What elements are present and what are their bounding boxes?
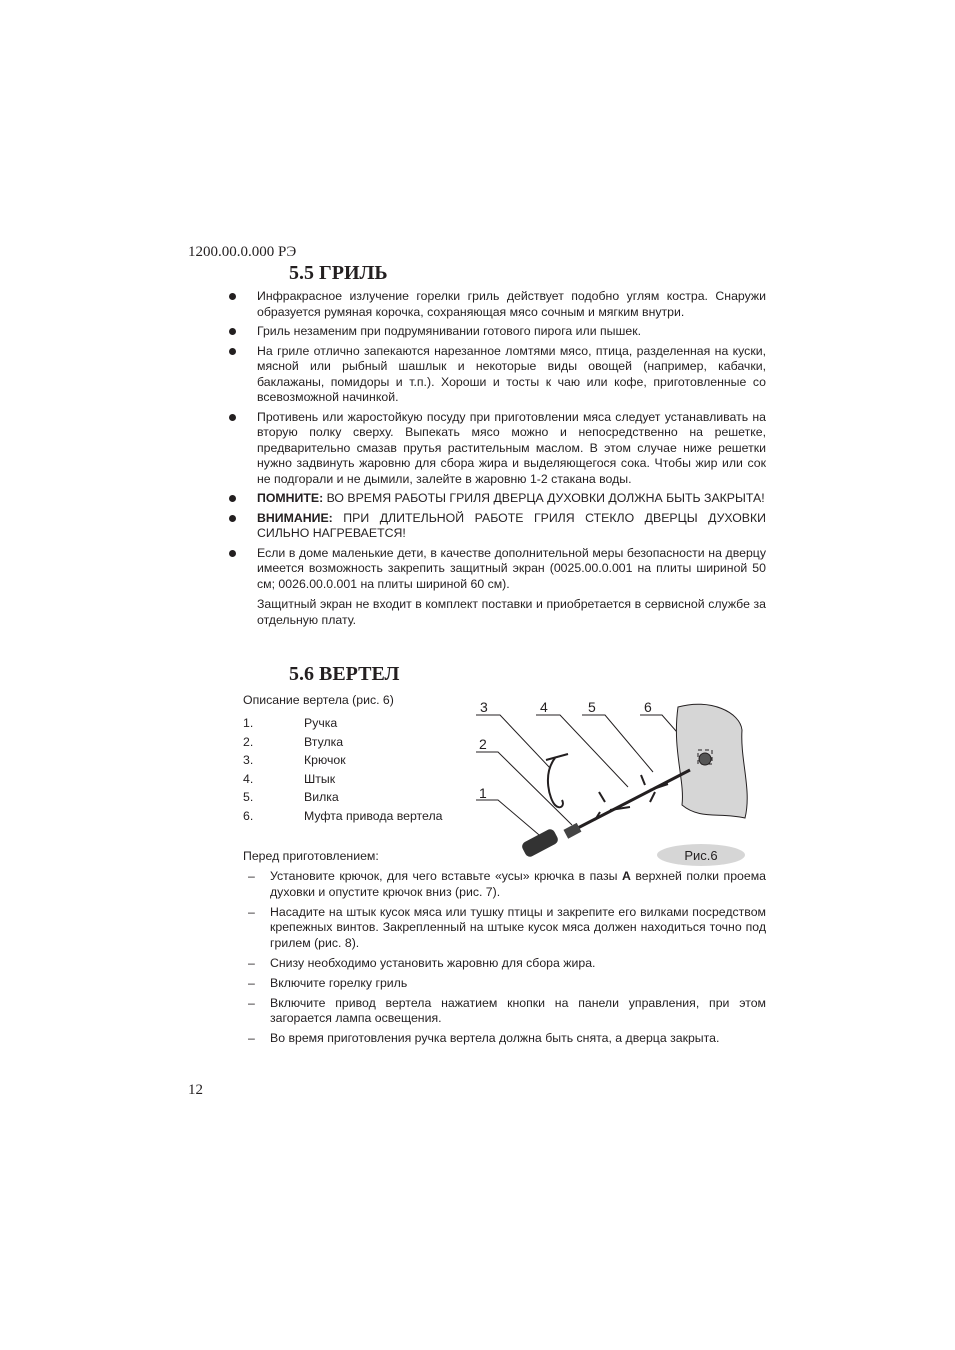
bullet-icon bbox=[229, 328, 236, 335]
list-item: – Включите привод вертела нажатием кнопки на панели управления, при этом загорается лампа освещения. bbox=[248, 995, 766, 1025]
section-title-spit: 5.6 ВЕРТЕЛ bbox=[289, 663, 400, 685]
figure-label: 5 bbox=[588, 699, 596, 715]
warning-item: ВНИМАНИЕ: ПРИ ДЛИТЕЛЬНОЙ РАБОТЕ ГРИЛЯ СТЕКЛО ДВЕРЦЫ ДУХОВКИ СИЛЬНО НАГРЕВАЕТСЯ! bbox=[229, 511, 766, 542]
list-item: – Насадите на штык кусок мяса или тушку птицы и закрепите его вилками посредством крепежных винтов. Закрепленный на штыке кусок мяса должен находиться точно под грилем (рис. 8). bbox=[248, 904, 766, 950]
list-item: Гриль незаменим при подрумянивании готового пирога или пышек. bbox=[229, 324, 766, 340]
warning-item: ПОМНИТЕ: ВО ВРЕМЯ РАБОТЫ ГРИЛЯ ДВЕРЦА ДУХОВКИ ДОЛЖНА БЫТЬ ЗАКРЫТА! bbox=[229, 491, 766, 507]
grill-bullet-list bbox=[229, 289, 766, 632]
oven-wall-shape bbox=[676, 704, 747, 818]
list-item: 2. Втулка bbox=[243, 734, 344, 749]
steps-list bbox=[243, 869, 766, 1051]
hook-shape bbox=[546, 754, 568, 807]
bullet-icon bbox=[229, 495, 236, 502]
parts-list bbox=[243, 716, 443, 828]
spit-description: Описание вертела (рис. 6) bbox=[243, 693, 394, 707]
handle-shape bbox=[520, 827, 559, 858]
bullet-icon bbox=[229, 293, 236, 300]
bullet-icon bbox=[229, 348, 236, 355]
list-item: Противень или жаростойкую посуду при приготовлении мяса следует устанавливать на вторую полку сверху. Выпекать мясо можно и непосредственно на решетке, предварительно смазав прутья растительным маслом. В этом случае ниже решетки нужно задвинуть жаровню для сбора жира и выделяющегося сока. Чтобы жир или сок не подгорали и не дымили, залейте в жаровню 1-2 стакана воды. bbox=[229, 410, 766, 488]
section-title-grill: 5.5 ГРИЛЬ bbox=[289, 262, 388, 284]
list-item: – Во время приготовления ручка вертела должна быть снята, а дверца закрыта. bbox=[248, 1031, 720, 1045]
note-paragraph: Защитный экран не входит в комплект поставки и приобретается в сервисной службе за отдельную плату. bbox=[257, 597, 766, 627]
skewer-shape bbox=[570, 770, 690, 832]
list-item: 5. Вилка bbox=[243, 790, 339, 805]
list-item: Если в доме маленькие дети, в качестве дополнительной меры безопасности на дверцу имеется возможность закрепить защитный экран (0025.00.0.001 на плиты шириной 50 см; 0026.00.0.001 на плиты шириной 60 см). bbox=[229, 546, 766, 593]
spit-figure bbox=[460, 690, 760, 870]
document-number: 1200.00.0.000 РЭ bbox=[188, 244, 297, 260]
bullet-icon bbox=[229, 515, 236, 522]
coupling-shape bbox=[699, 753, 711, 765]
before-cooking-label: Перед приготовлением: bbox=[243, 849, 379, 863]
figure-label: 6 bbox=[644, 699, 652, 715]
list-item: – Снизу необходимо установить жаровню для сбора жира. bbox=[248, 955, 596, 970]
list-item: 4. Штык bbox=[243, 771, 336, 786]
page-number: 12 bbox=[188, 1082, 203, 1098]
figure-caption: Рис.6 bbox=[684, 848, 718, 863]
list-item: 6. Муфта привода вертела bbox=[243, 808, 443, 823]
list-item: Инфракрасное излучение горелки гриль действует подобно углям костра. Снаружи образуется румяная корочка, сохраняющая мясо сочным и мягким внутри. bbox=[229, 289, 766, 320]
bullet-icon bbox=[229, 414, 236, 421]
list-item: – Включите горелку гриль bbox=[248, 975, 408, 990]
list-item: – Установите крючок, для чего вставьте «усы» крючка в пазы А верхней полки проема духовки и опустите крючок вниз (рис. 7). bbox=[248, 869, 766, 899]
figure-label: 2 bbox=[479, 736, 487, 752]
figure-label: 1 bbox=[479, 785, 487, 801]
figure-label: 4 bbox=[540, 699, 548, 715]
bullet-icon bbox=[229, 550, 236, 557]
list-item: 3. Крючок bbox=[243, 753, 346, 768]
list-item: 1. Ручка bbox=[243, 716, 338, 730]
figure-label: 3 bbox=[480, 699, 488, 715]
list-item: На гриле отлично запекаются нарезанное ломтями мясо, птица, разделенная на куски, мясной или рыбный шашлык и некоторые виды овощей (например, кабачки, баклажаны, помидоры и т.п.). Хороши и тосты к чаю или кофе, приготовленные со всевозможной начинкой. bbox=[229, 344, 766, 406]
